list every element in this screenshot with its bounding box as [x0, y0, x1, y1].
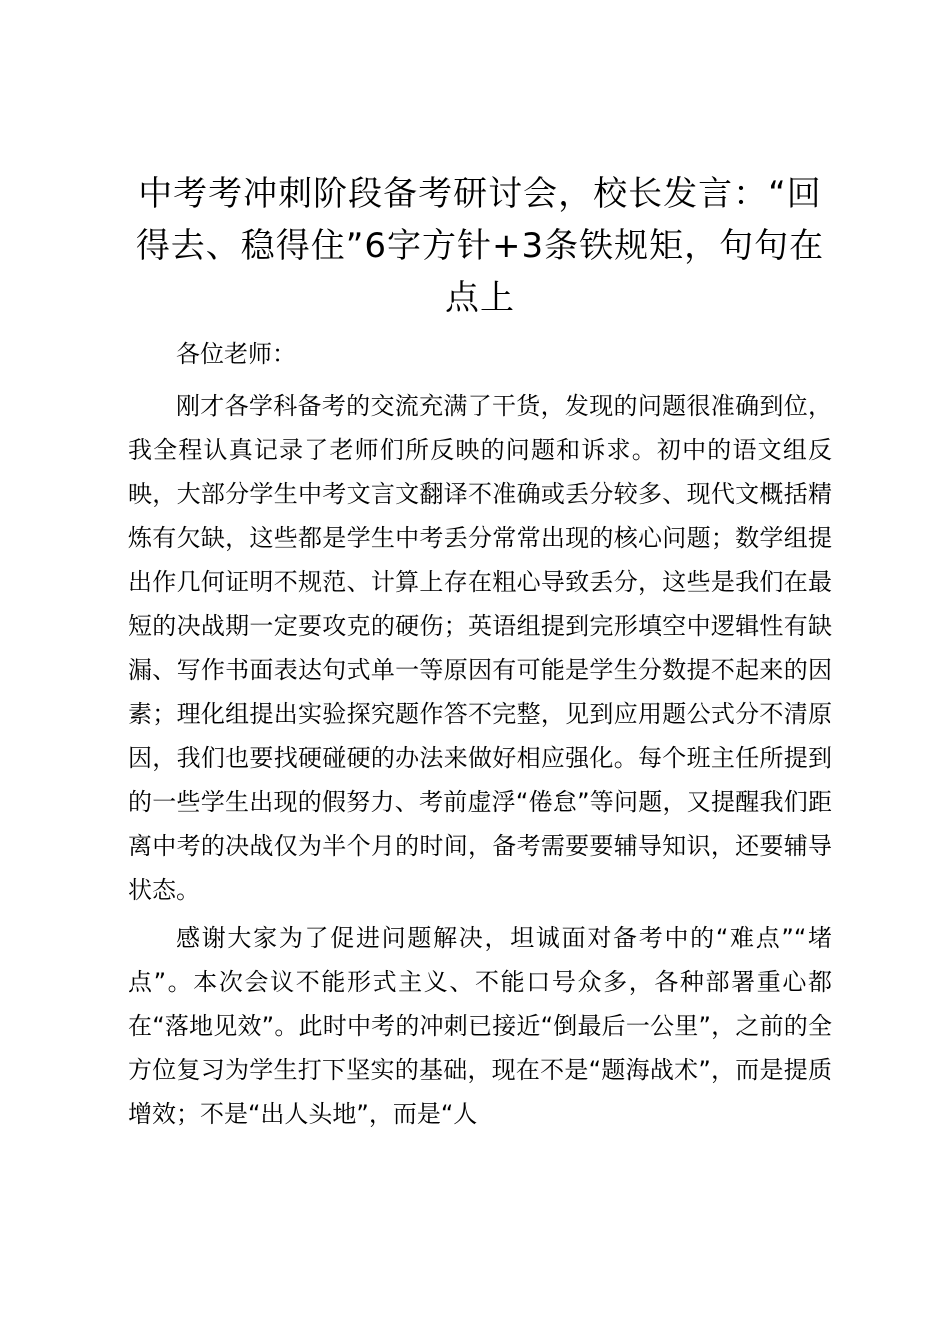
document-title: 中考考冲刺阶段备考研讨会，校长发言：“回得去、稳得住”6字方针+3条铁规矩，句句在点上: [135, 174, 825, 318]
paragraph-1: 刚才各学科备考的交流充满了干货，发现的问题很准确到位，我全程认真记录了老师们所反映的问题和诉求。初中的语文组反映，大部分学生中考文言文翻译不准确或丢分较多、现代文概括精炼有欠缺，这些都是学生中考丢分常常出现的核心问题；数学组提出作几何证明不规范、计算上存在粗心导致丢分，这些是我们在最短的决战期一定要攻克的硬伤；英语组提到完形填空中逻辑性有缺漏、写作书面表达句式单一等原因有可能是学生分数提不起来的因素；理化组提出实验探究题作答不完整，见到应用题公式分不清原因，我们也要找硬碰硬的办法来做好相应强化。每个班主任所提到的一些学生出现的假努力、考前虚浮“倦怠”等问题，又提醒我们距离中考的决战仅为半个月的时间，备考需要要辅导知识，还要辅导状态。: [128, 392, 832, 904]
paragraph-2: 感谢大家为了促进问题解决，坦诚面对备考中的“难点”“堵点”。本次会议不能形式主义、不能口号众多，各种部署重心都在“落地见效”。此时中考的冲刺已接近“倒最后一公里”，之前的全方位复习为学生打下坚实的基础，现在不是“题海战术”，而是提质增效；不是“出人头地”，而是“人: [128, 924, 832, 1128]
document-page: [128, 168, 832, 1136]
salutation: 各位老师：: [176, 340, 296, 368]
